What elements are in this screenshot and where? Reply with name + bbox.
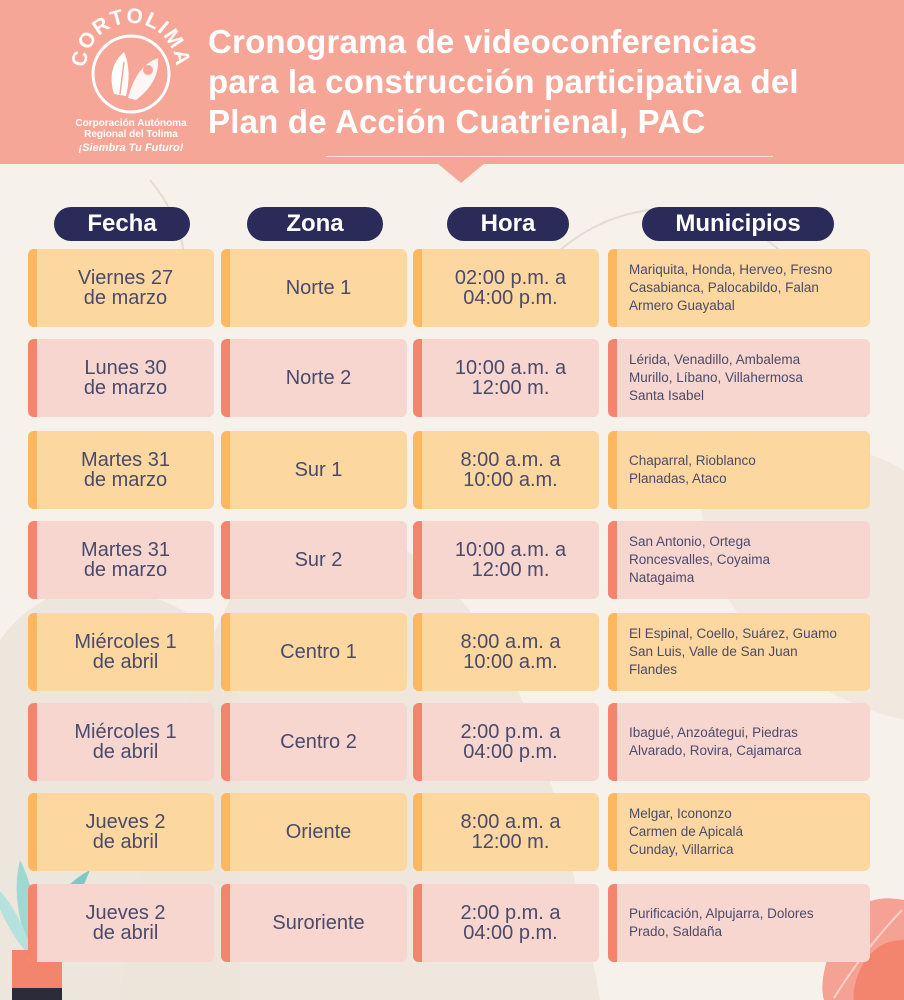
cell-accent-bar <box>28 703 37 781</box>
cell-fecha <box>28 613 214 691</box>
cell-zona-text: Norte 1 <box>285 277 352 299</box>
cell-zona <box>221 613 407 691</box>
cell-accent-bar <box>413 431 422 509</box>
cell-hora <box>413 521 599 599</box>
cell-zona-text: Sur 2 <box>294 549 343 571</box>
cell-municipios <box>608 613 870 691</box>
cell-accent-bar <box>413 703 422 781</box>
cell-hora-text: 2:00 p.m. a 04:00 p.m. <box>460 902 561 944</box>
cell-accent-bar <box>221 339 230 417</box>
cell-fecha-text: Martes 31 de marzo <box>81 449 170 491</box>
cell-fecha-text: Viernes 27 de marzo <box>77 267 174 309</box>
cell-fecha <box>28 793 214 871</box>
table-row <box>0 431 904 509</box>
logo-subtitle-line2: Regional del Tolima <box>84 129 178 140</box>
cell-zona <box>221 884 407 962</box>
cell-municipios-text: Melgar, Icononzo Carmen de Apicalá Cunday, Villarrica <box>629 806 744 857</box>
svg-text:CORTOLIMA: CORTOLIMA <box>67 6 195 69</box>
title-line-3: Plan de Acción Cuatrienal, PAC <box>208 103 706 140</box>
table-row <box>0 884 904 962</box>
cell-municipios-text: Ibagué, Anzoátegui, Piedras Alvarado, Rovira, Cajamarca <box>629 725 802 758</box>
cell-municipios-text: Mariquita, Honda, Herveo, Fresno Casabianca, Palocabildo, Falan Armero Guayabal <box>629 262 833 313</box>
cell-accent-bar <box>608 793 617 871</box>
logo-subtitle-line1: Corporación Autónoma <box>75 118 187 129</box>
column-header-hora: Hora <box>447 207 569 241</box>
cell-hora-text: 10:00 a.m. a 12:00 m. <box>454 357 567 399</box>
cell-zona <box>221 339 407 417</box>
cell-accent-bar <box>221 521 230 599</box>
cell-accent-bar <box>28 339 37 417</box>
table-row <box>0 521 904 599</box>
cell-accent-bar <box>413 249 422 327</box>
cell-accent-bar <box>608 249 617 327</box>
logo-slogan: ¡Siembra Tu Futuro! <box>78 142 184 154</box>
cell-accent-bar <box>28 249 37 327</box>
cell-accent-bar <box>28 793 37 871</box>
cell-municipios-text: San Antonio, Ortega Roncesvalles, Coyaima Natagaima <box>629 534 771 585</box>
cell-zona <box>221 703 407 781</box>
cell-fecha <box>28 431 214 509</box>
table-row <box>0 249 904 327</box>
header-divider <box>326 156 773 157</box>
title-line-2: para la construcción participativa del <box>208 63 799 100</box>
cell-fecha <box>28 703 214 781</box>
cell-zona-text: Sur 1 <box>294 459 343 481</box>
cell-accent-bar <box>608 521 617 599</box>
cell-accent-bar <box>413 613 422 691</box>
cell-zona-text: Suroriente <box>272 912 365 934</box>
table-row <box>0 613 904 691</box>
cell-fecha-text: Jueves 2 de abril <box>85 811 166 853</box>
cell-accent-bar <box>221 793 230 871</box>
cell-municipios <box>608 793 870 871</box>
cell-accent-bar <box>28 521 37 599</box>
cell-hora-text: 8:00 a.m. a 12:00 m. <box>460 811 561 853</box>
cell-zona-text: Centro 2 <box>280 731 357 753</box>
cell-hora <box>413 431 599 509</box>
cell-accent-bar <box>28 431 37 509</box>
page-title <box>208 22 898 142</box>
cell-zona <box>221 793 407 871</box>
cell-hora <box>413 249 599 327</box>
cell-municipios <box>608 249 870 327</box>
column-header-municipios: Municipios <box>642 207 834 241</box>
cell-fecha-text: Lunes 30 de marzo <box>83 357 168 399</box>
cell-fecha-text: Miércoles 1 de abril <box>74 631 177 673</box>
cell-accent-bar <box>413 521 422 599</box>
cell-hora <box>413 884 599 962</box>
cell-hora-text: 02:00 p.m. a 04:00 p.m. <box>454 267 567 309</box>
cell-zona-text: Centro 1 <box>280 641 357 663</box>
title-line-1: Cronograma de videoconferencias <box>208 23 758 60</box>
cell-zona-text: Norte 2 <box>285 367 352 389</box>
cell-hora-text: 8:00 a.m. a 10:00 a.m. <box>460 631 561 673</box>
cell-accent-bar <box>221 884 230 962</box>
cell-municipios <box>608 703 870 781</box>
cell-municipios <box>608 521 870 599</box>
cell-accent-bar <box>221 249 230 327</box>
cell-fecha <box>28 249 214 327</box>
cell-accent-bar <box>608 703 617 781</box>
cell-fecha <box>28 521 214 599</box>
cell-hora <box>413 793 599 871</box>
cell-accent-bar <box>413 884 422 962</box>
cell-fecha-text: Martes 31 de marzo <box>81 539 170 581</box>
cell-hora-text: 8:00 a.m. a 10:00 a.m. <box>460 449 561 491</box>
cell-accent-bar <box>28 884 37 962</box>
cell-zona <box>221 249 407 327</box>
cell-municipios <box>608 339 870 417</box>
cortolima-logo <box>66 6 196 161</box>
cell-fecha <box>28 884 214 962</box>
cortolima-logo-emblem <box>66 6 196 118</box>
cell-accent-bar <box>28 613 37 691</box>
cell-accent-bar <box>221 613 230 691</box>
cell-accent-bar <box>608 339 617 417</box>
column-header-fecha: Fecha <box>54 207 190 241</box>
cell-zona-text: Oriente <box>285 821 352 843</box>
table-row <box>0 793 904 871</box>
cell-accent-bar <box>221 431 230 509</box>
table-row <box>0 703 904 781</box>
column-header-zona: Zona <box>247 207 383 241</box>
cell-fecha-text: Jueves 2 de abril <box>85 902 166 944</box>
cell-zona <box>221 521 407 599</box>
cell-hora-text: 2:00 p.m. a 04:00 p.m. <box>460 721 561 763</box>
cell-hora <box>413 703 599 781</box>
cell-accent-bar <box>608 884 617 962</box>
cell-zona <box>221 431 407 509</box>
cell-accent-bar <box>221 703 230 781</box>
table-row <box>0 339 904 417</box>
cell-municipios-text: Lérida, Venadillo, Ambalema Murillo, Líbano, Villahermosa Santa Isabel <box>629 352 803 403</box>
cell-municipios-text: El Espinal, Coello, Suárez, Guamo San Luis, Valle de San Juan Flandes <box>629 626 837 677</box>
cell-municipios <box>608 431 870 509</box>
cell-accent-bar <box>608 431 617 509</box>
cell-hora <box>413 339 599 417</box>
cell-hora <box>413 613 599 691</box>
cell-accent-bar <box>608 613 617 691</box>
cell-accent-bar <box>413 339 422 417</box>
cell-municipios-text: Purificación, Alpujarra, Dolores Prado, Saldaña <box>629 906 814 939</box>
cell-hora-text: 10:00 a.m. a 12:00 m. <box>454 539 567 581</box>
header-notch <box>437 163 485 183</box>
cell-municipios <box>608 884 870 962</box>
cell-fecha <box>28 339 214 417</box>
cell-fecha-text: Miércoles 1 de abril <box>74 721 177 763</box>
cell-accent-bar <box>413 793 422 871</box>
cell-municipios-text: Chaparral, Rioblanco Planadas, Ataco <box>629 453 756 486</box>
